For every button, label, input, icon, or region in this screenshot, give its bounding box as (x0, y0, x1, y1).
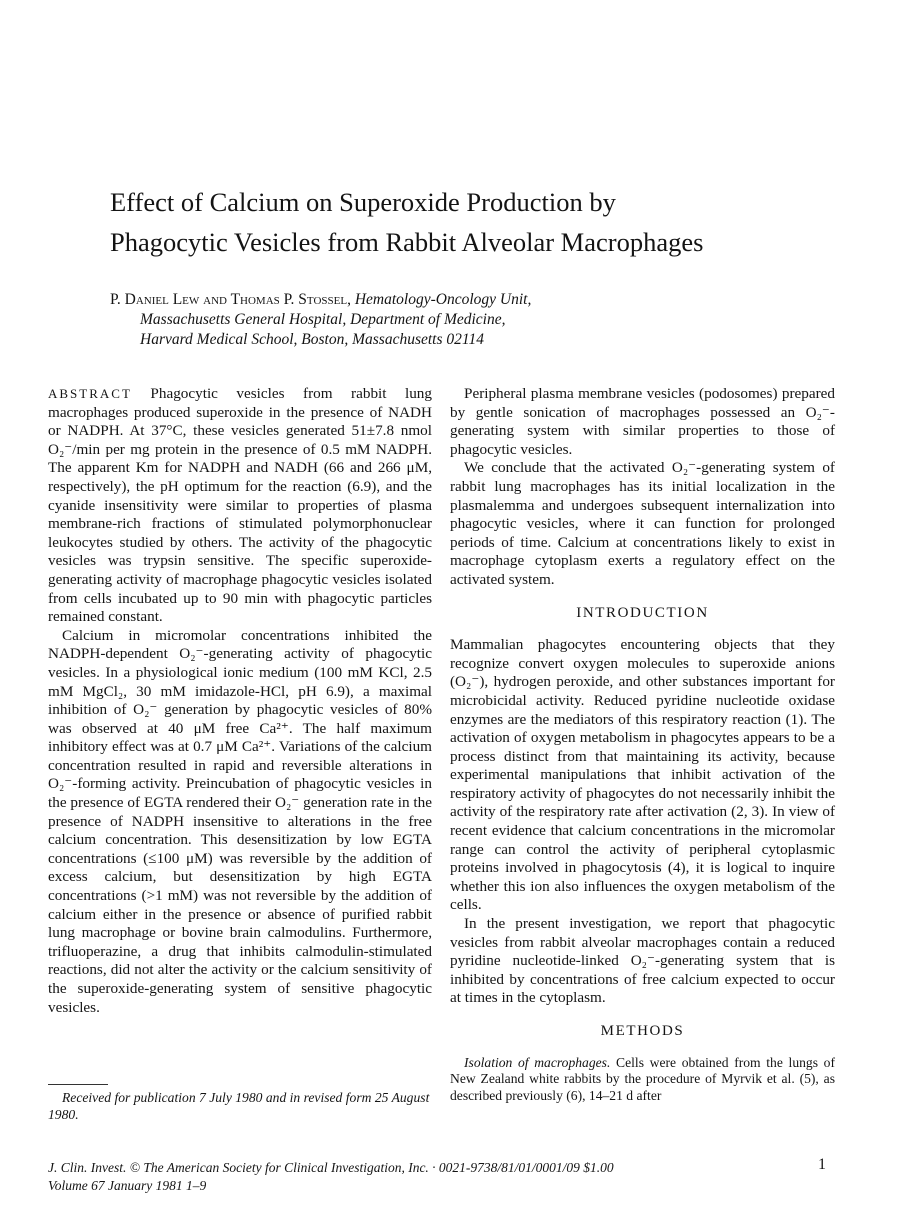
introduction-paragraph-1: Mammalian phagocytes encountering objects that they recognize convert oxygen molecules to superoxide anions (O₂⁻), hydrogen peroxide, and other substances important for microbicidal activity. Reduced pyridine nucleotide oxidase enzymes are the mediators of this respiratory reaction (1). The activation of oxygen metabolism in phagocytes appears to be a process distinct from that maintaining its activity, because experimental manipulations that inhibit activation of the respiratory activity of phagocytes do not necessarily inhibit the activity of the respiratory rate after activation (2, 3). In view of recent evidence that calcium concentrations in the micromolar range can control the activity of peripheral cytoplasmic proteins involved in phagocytosis (4), it is logical to inquire whether this ion also influences the oxygen metabolism of the cells. (450, 636, 835, 914)
article-title (110, 182, 870, 262)
introduction-heading: INTRODUCTION (576, 604, 709, 621)
methods-text: Cells were obtained from the lungs of New Zealand white rabbits by the procedure of Myrvik et al. (5), as described previously (6), 14–21 d after (450, 1054, 835, 1103)
affiliation-line-3: Harvard Medical School, Boston, Massachusetts 02114 (140, 331, 484, 348)
affiliation-line-2: Massachusetts General Hospital, Department of Medicine, (140, 311, 506, 328)
footer-citation: J. Clin. Invest. © The American Society for Clinical Investigation, Inc. · 0021-9738/81/01/0001/09 $1.00 (48, 1160, 614, 1175)
received-footnote: Received for publication 7 July 1980 and in revised form 25 August 1980. (48, 1090, 430, 1122)
footnote-rule (48, 1084, 108, 1085)
abstract-paragraph-1 (48, 385, 432, 627)
methods-subheading: Isolation of macrophages. (464, 1054, 611, 1070)
left-column (48, 385, 432, 1017)
title-line-2: Phagocytic Vesicles from Rabbit Alveolar Macrophages (110, 227, 704, 257)
author-affiliation (110, 290, 810, 350)
abstract-p1-text: Phagocytic vesicles from rabbit lung macrophages produced superoxide in the presence of NADH or NADPH. At 37°C, these vesicles generated 51±7.8 nmol O₂⁻/min per mg protein in the presence of 0.5 mM NADPH. The apparent Km for NADPH and NADH (66 and 266 μM, respectively), the pH optimum for the reaction (6.9), and the cyanide insensitivity were similar to properties of plasma membrane-rich fractions of stimulated polymorphonuclear leukocytes studied by others. The activity of the phagocytic vesicles was trypsin sensitive. The specific superoxide-generating activity of macrophage phagocytic vesicles isolated from cells incubated up to 90 min with phagocytic particles remained constant. (48, 385, 432, 626)
abstract-label: ABSTRACT (48, 386, 132, 401)
introduction-paragraph-2: In the present investigation, we report that phagocytic vesicles from rabbit alveolar macrophages contain a reduced pyridine nucleotide-linked O₂⁻-generating system that is inhibited by concentrations of free calcium expected to occur at times in the cytoplasm. (450, 915, 835, 1007)
title-line-1: Effect of Calcium on Superoxide Production by (110, 187, 616, 217)
right-column (450, 385, 835, 1104)
journal-footer (48, 1159, 848, 1195)
author-line-1 (110, 290, 810, 310)
abstract-paragraph-2: Calcium in micromolar concentrations inhibited the NADPH-dependent O₂⁻-generating activity of phagocytic vesicles. In a physiological ionic medium (100 mM KCl, 2.5 mM MgCl₂, 30 mM imidazole-HCl, pH 6.9), a maximal inhibition of O₂⁻ generation by phagocytic vesicles of 80% was observed at 40 μM free Ca²⁺. The half maximum inhibitory effect was at 0.7 μM Ca²⁺. Variations of the calcium concentration resulted in rapid and reversible alterations in O₂⁻-forming activity. Preincubation of phagocytic vesicles in the presence of EGTA rendered their O₂⁻ generation rate in the presence of NADPH insensitive to alterations in the free calcium concentration. This desensitization by low EGTA concentrations (≤100 μM) was reversible by the addition of excess calcium, but desensitization by high EGTA concentrations (>1 mM) was not reversible by the addition of calcium either in the presence or absence of purified rabbit lung macrophage or bovine brain calmodulins. Furthermore, trifluoperazine, a drug that inhibits calmodulin-stimulated reactions, did not alter the activity or the calcium sensitivity of the superoxide-generating system of sensitive phagocytic vesicles. (48, 626, 432, 1016)
author-names: P. Daniel Lew and Thomas P. Stossel, (110, 291, 351, 308)
footer-volume: Volume 67 January 1981 1–9 (48, 1178, 207, 1193)
page-number: 1 (818, 1156, 826, 1173)
affiliation-unit: Hematology-Oncology Unit, (354, 291, 532, 308)
abstract-paragraph-4: We conclude that the activated O₂⁻-generating system of rabbit lung macrophages has its initial localization in the plasmalemma and undergoes subsequent internalization into phagocytic vesicles, where it can function for prolonged periods of time. Calcium at concentrations likely to exist in macrophage cytoplasm exerts a regulatory effect on the activated system. (450, 459, 835, 588)
methods-paragraph (450, 1055, 835, 1105)
methods-heading: METHODS (600, 1023, 685, 1039)
abstract-paragraph-3: Peripheral plasma membrane vesicles (podosomes) prepared by gentle sonication of macrophages possessed an O₂⁻-generating system with similar properties to those of phagocytic vesicles. (450, 385, 835, 458)
